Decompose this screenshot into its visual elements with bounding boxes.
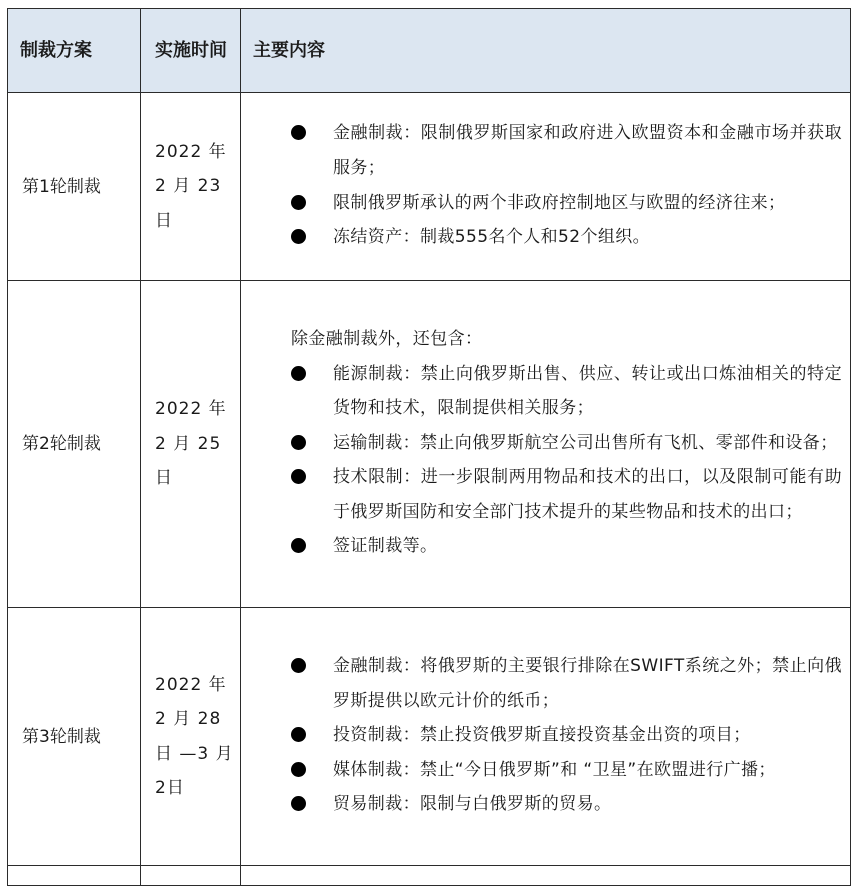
list-item [291, 529, 842, 564]
partial-cell [8, 866, 141, 886]
item-text: 金融制裁：将俄罗斯的主要银行排除在SWIFT系统之外；禁止向俄罗斯提供以欧元计价的纸币； [333, 656, 842, 711]
header-time: 实施时间 [141, 9, 241, 93]
bullet-icon [291, 658, 306, 673]
sanctions-table [7, 8, 851, 886]
table-header-row [8, 9, 851, 93]
item-text: 金融制裁：限制俄罗斯国家和政府进入欧盟资本和金融市场并获取服务； [333, 123, 842, 178]
content-intro: 除金融制裁外，还包含： [291, 328, 483, 349]
bullet-icon [291, 366, 306, 381]
item-text: 技术限制：进一步限制两用物品和技术的出口，以及限制可能有助于俄罗斯国防和安全部门技术提升的某些物品和技术的出口； [333, 467, 842, 522]
time-cell: 2022 年 2 月 23 日 [141, 93, 241, 281]
item-text: 签证制裁等。 [333, 536, 438, 557]
bullet-icon [291, 762, 306, 777]
partial-cell [141, 866, 241, 886]
item-text: 贸易制裁：限制与白俄罗斯的贸易。 [333, 794, 612, 815]
time-cell: 2022 年 2 月 28 日 —3 月2日 [141, 608, 241, 866]
time-cell: 2022 年 2 月 25 日 [141, 281, 241, 608]
table-row [8, 281, 851, 608]
bullet-icon [291, 229, 306, 244]
scheme-cell: 第1轮制裁 [8, 93, 141, 281]
table-row [8, 93, 851, 281]
table-row-partial [8, 866, 851, 886]
list-item [291, 787, 842, 822]
item-text: 投资制裁：禁止投资俄罗斯直接投资基金出资的项目； [333, 725, 751, 746]
header-content: 主要内容 [241, 9, 851, 93]
list-item [291, 116, 842, 185]
item-text: 冻结资产：制裁555名个人和52个组织。 [333, 227, 651, 248]
content-cell [241, 93, 851, 281]
bullet-icon [291, 435, 306, 450]
item-text: 运输制裁：禁止向俄罗斯航空公司出售所有飞机、零部件和设备； [333, 432, 838, 453]
item-text: 限制俄罗斯承认的两个非政府控制地区与欧盟的经济往来； [333, 192, 786, 213]
item-text: 媒体制裁：禁止“今日俄罗斯”和 “卫星”在欧盟进行广播； [333, 759, 776, 780]
list-item [291, 426, 842, 461]
content-cell [241, 281, 851, 608]
list-item [291, 718, 842, 753]
list-item [291, 220, 842, 255]
bullet-icon [291, 195, 306, 210]
item-text: 能源制裁：禁止向俄罗斯出售、供应、转让或出口炼油相关的特定货物和技术，限制提供相关服务； [333, 363, 842, 419]
table-row [8, 608, 851, 866]
list-item [291, 649, 842, 718]
scheme-cell: 第2轮制裁 [8, 281, 141, 608]
list-item [291, 753, 842, 788]
partial-cell [241, 866, 851, 886]
list-item [291, 357, 842, 426]
list-item [291, 460, 842, 529]
scheme-cell: 第3轮制裁 [8, 608, 141, 866]
content-cell [241, 608, 851, 866]
list-item [291, 186, 842, 221]
header-scheme: 制裁方案 [8, 9, 141, 93]
